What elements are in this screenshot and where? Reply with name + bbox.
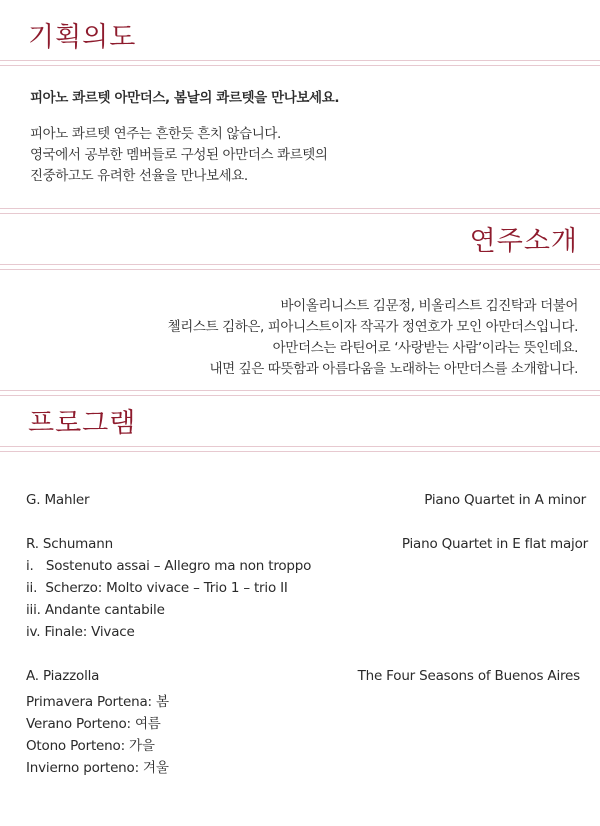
program-work: The Four Seasons of Buenos Aires: [357, 668, 580, 684]
program-list: [26, 492, 586, 792]
program-title: 프로그램: [28, 408, 137, 439]
program-movement: ii. Scherzo: Molto vivace – Trio 1 – trio II: [26, 580, 288, 596]
intro-body-line: 내면 깊은 따뜻함과 아름다움을 노래하는 아만더스를 소개합니다.: [209, 361, 578, 377]
intent-title: 기획의도: [28, 22, 137, 53]
intent-title-rule: [0, 60, 600, 67]
program-composer: A. Piazzolla: [26, 668, 100, 684]
program-movement: iv. Finale: Vivace: [26, 624, 135, 640]
program-title-rule: [0, 446, 600, 453]
program-work: Piano Quartet in A minor: [424, 492, 586, 508]
program-movement: Otono Porteno: 가을: [26, 738, 155, 754]
program-movement: Primavera Portena: 봄: [26, 694, 169, 710]
program-composer: R. Schumann: [26, 536, 113, 552]
intro-body-line: 첼리스트 김하은, 피아니스트이자 작곡가 정연호가 모인 아만더스입니다.: [167, 319, 578, 335]
intent-body-line: 피아노 콰르텟 연주는 흔한듯 흔치 않습니다.: [30, 126, 281, 142]
intent-headline: 피아노 콰르텟 아만더스, 봄날의 콰르텟을 만나보세요.: [30, 90, 340, 106]
intro-title: 연주소개: [469, 226, 578, 257]
program-item: [26, 536, 586, 556]
intro-body-line: 바이올리니스트 김문정, 비올리스트 김진탁과 더불어: [280, 298, 578, 314]
intent-body-line: 영국에서 공부한 멤버들로 구성된 아만더스 콰르텟의: [30, 147, 328, 163]
intro-title-rule: [0, 264, 600, 271]
program-movement: i. Sostenuto assai – Allegro ma non troppo: [26, 558, 312, 574]
program-movement: iii. Andante cantabile: [26, 602, 165, 618]
program-item: [26, 492, 586, 512]
program-composer: G. Mahler: [26, 492, 90, 508]
program-item: [26, 668, 586, 688]
program-movement: Verano Porteno: 여름: [26, 716, 161, 732]
intro-bottom-rule: [0, 390, 600, 397]
intent-body-line: 진중하고도 유려한 선율을 만나보세요.: [30, 168, 248, 184]
intent-bottom-rule: [0, 208, 600, 215]
program-work: Piano Quartet in E flat major: [401, 536, 588, 552]
intent-body: [30, 124, 328, 187]
intro-body-line: 아만더스는 라틴어로 ‘사랑받는 사람’이라는 뜻인데요.: [272, 340, 578, 356]
program-movement: Invierno porteno: 겨울: [26, 760, 169, 776]
intro-body: [168, 296, 578, 380]
